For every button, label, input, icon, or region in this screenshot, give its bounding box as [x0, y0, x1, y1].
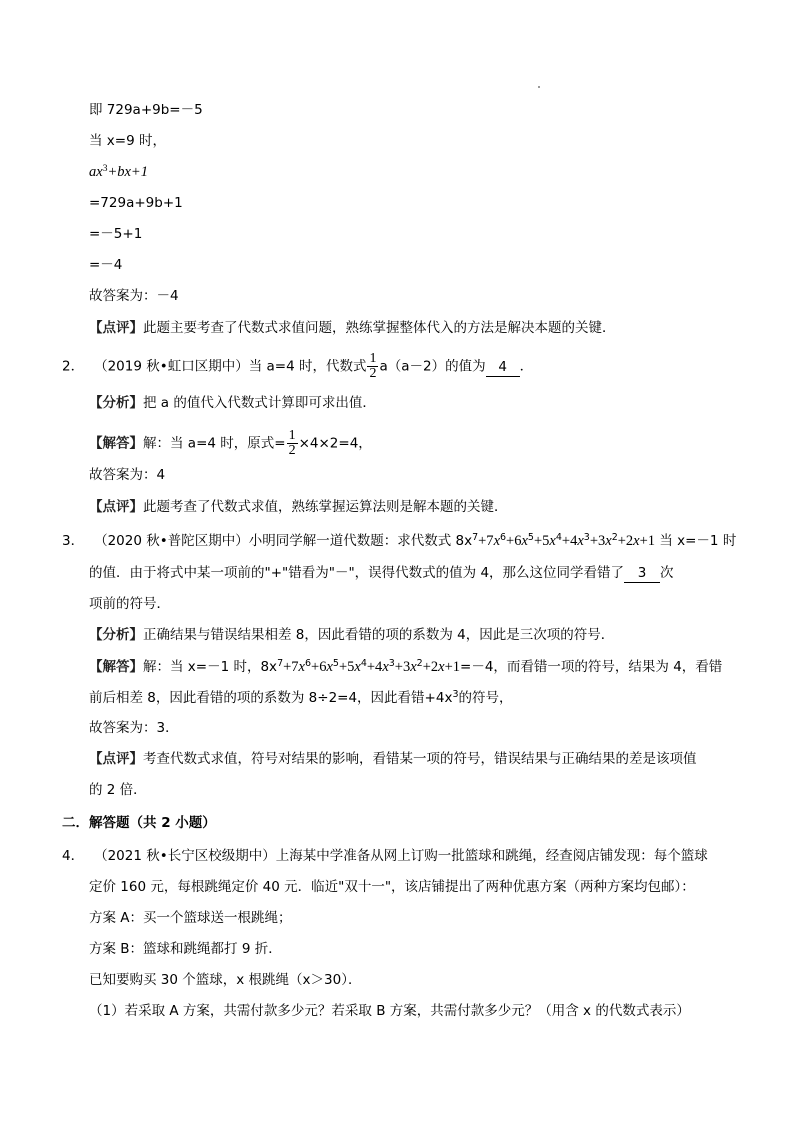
question-3-line-2	[89, 563, 674, 583]
comment-3-line-1: 【点评】考查代数式求值，符号对结果的影响，看错某一项的符号，错误结果与正确结果的差是该项值	[89, 751, 697, 767]
comment-text-3a: 考查代数式求值，符号对结果的影响，看错某一项的符号，错误结果与正确结果的差是该项值	[143, 751, 697, 767]
fraction-half-solution: $\frac{1}{2}$	[288, 428, 296, 458]
comment-3-line-2	[89, 780, 147, 800]
solution-line-4	[89, 193, 183, 213]
analysis-2: 【分析】把 a 的值代入代数式计算即可求出值．	[89, 395, 376, 411]
answer-blank-3: 3	[624, 564, 660, 583]
q4-line-2: 定价 160 元，每根跳绳定价 40 元．临近"双十一"，该店铺提出了两种优惠方案（两种方案均包邮）：	[89, 879, 695, 895]
q4-line-4: 方案 B：篮球和跳绳都打 9 折．	[89, 941, 282, 957]
comment-text-3b: 的 2 倍．	[89, 782, 147, 798]
q2-text-a: 当	[248, 358, 263, 375]
analysis-tag-3: 分析	[102, 627, 130, 643]
answer-text-3: 故答案为：3．	[89, 720, 179, 736]
question-4-line-6	[89, 1001, 690, 1021]
solution-3-line-2: 前后相差 8，因此看错的项的系数为 8÷2=4，因此看错$+4x^3$的符号，	[89, 689, 513, 706]
answer-blank-2: 4	[486, 358, 520, 377]
solution-line-3	[89, 162, 148, 182]
solution-line-6	[89, 255, 122, 275]
q4-line-6: （1）若采取 A 方案，共需付款多少元？若采取 B 方案，共需付款多少元？（用含 x 的代数式表示）	[89, 1003, 690, 1019]
q3-line1-a: （2020 秋•普陀区期中）小明同学解一道代数题：求代数式 8x	[94, 533, 473, 549]
answer-line-1	[89, 286, 179, 306]
solution-tag-3: 解答	[102, 659, 130, 675]
solution-line-5	[89, 224, 142, 244]
expr-rest: +bx+1	[107, 164, 148, 180]
question-4-line-4	[89, 939, 282, 959]
question-4-line-1	[62, 846, 708, 866]
section-title-text: 二．解答题（共 2 小题）	[62, 815, 216, 831]
analysis-tag: 分析	[102, 395, 130, 411]
analysis-text-3: 正确结果与错误结果相差 8，因此看错的项的系数为 4，因此是三次项的符号．	[143, 627, 615, 643]
solution-2: 【解答】解：当 a=4 时，原式= $\frac{1}{2}$ ×4×2=4，	[89, 428, 372, 458]
solution-tag: 解答	[102, 435, 130, 452]
solution-line-1	[89, 100, 203, 120]
q2-text-c: a（a－2）的值为	[379, 358, 486, 375]
solution-3-l2-b: 的符号，	[458, 690, 513, 706]
solution-line-4-text: =729a+9b+1	[89, 195, 183, 211]
q4-line-5: 已知要购买 30 个篮球，x 根跳绳（x＞30）．	[89, 972, 362, 988]
comment-text-2: 此题考查了代数式求值，熟练掌握运算法则是解本题的关键．	[143, 499, 508, 515]
q3-line1-b: 当 x=－1 时	[659, 533, 737, 549]
fraction-half: $\frac{1}{2}$	[369, 351, 377, 381]
solution-line-2-text: 当 x=9 时，	[89, 133, 166, 149]
solution-line-2	[89, 131, 166, 151]
question-number-2: 2．	[62, 358, 85, 375]
question-3-line-1: 3． （2020 秋•普陀区期中）小明同学解一道代数题：求代数式 $8x^7+7x^6+6x^5+5x^4+4x^3+3x^2+2x+1$ 当 x=－1 时	[62, 532, 737, 549]
question-4-line-5	[89, 970, 361, 990]
question-3-line-3	[89, 594, 170, 614]
solution-3-l2-a: 前后相差 8，因此看错的项的系数为 8÷2=4，因此看错+4x	[89, 690, 453, 706]
solution-3-l1-a: 解：当 x=－1 时，8x	[143, 659, 278, 675]
comment-2: 【点评】此题考查了代数式求值，熟练掌握运算法则是解本题的关键．	[89, 499, 508, 515]
scan-dot	[538, 86, 540, 88]
question-4-line-3	[89, 908, 292, 928]
comment-text-1: 此题主要考查了代数式求值问题，熟练掌握整体代入的方法是解决本题的关键．	[143, 320, 616, 336]
comment-tag-2: 点评	[102, 499, 130, 515]
q3-line3: 项前的符号．	[89, 596, 170, 612]
solution-line-5-text: =－5+1	[89, 226, 143, 242]
answer-line-2	[89, 465, 165, 485]
solution-line-1-text: 即 729a+9b=－5	[89, 102, 203, 118]
analysis-text-2: 把 a 的值代入代数式计算即可求出值．	[143, 395, 376, 411]
answer-line-3	[89, 718, 179, 738]
answer-text-1: 故答案为：－4	[89, 288, 179, 304]
expr-ax: ax	[89, 164, 103, 180]
question-number-4: 4．	[62, 848, 85, 864]
q2-text-b: a=4 时，代数式	[266, 358, 367, 375]
question-number-3: 3．	[62, 533, 85, 549]
question-source-2: （2019 秋•虹口区期中）	[94, 358, 249, 375]
solution-text-2a: 解：当 a=4 时，原式=	[143, 435, 286, 452]
solution-text-2b: ×4×2=4，	[298, 435, 372, 452]
q4-line-1: （2021 秋•长宁区校级期中）上海某中学准备从网上订购一批篮球和跳绳，经查阅店铺发现：每个篮球	[94, 848, 708, 864]
comment-1: 【点评】此题主要考查了代数式求值问题，熟练掌握整体代入的方法是解决本题的关键．	[89, 320, 616, 336]
solution-line-6-text: =－4	[89, 257, 123, 273]
answer-text-2: 故答案为：4	[89, 467, 166, 483]
comment-tag-3: 点评	[102, 751, 130, 767]
solution-3-line-1: 【解答】解：当 x=－1 时，$8x^7+7x^6+6x^5+5x^4+4x^3+3x^2+2x+1=-4$，而看错一项的符号，结果为 4，看错	[89, 658, 723, 675]
q3-line2-b: 次	[660, 565, 674, 581]
section-title-2	[62, 813, 216, 833]
solution-3-l1-b: =－4，而看错一项的符号，结果为 4，看错	[460, 659, 723, 675]
analysis-3: 【分析】正确结果与错误结果相差 8，因此看错的项的系数为 4，因此是三次项的符号．	[89, 627, 615, 643]
question-2: 2． （2019 秋•虹口区期中）当 a=4 时，代数式 $\frac{1}{2}$ a（a－2）的值为 4 ．	[62, 351, 534, 381]
q4-line-3: 方案 A：买一个篮球送一根跳绳；	[89, 910, 292, 926]
expr-exponent: 3	[102, 164, 108, 174]
question-4-line-2	[89, 877, 695, 897]
comment-tag: 点评	[102, 320, 130, 336]
q3-line2-a: 的值．由于将式中某一项前的"+"错看为"－"，误得代数式的值为 4，那么这位同学看错了	[89, 565, 625, 581]
